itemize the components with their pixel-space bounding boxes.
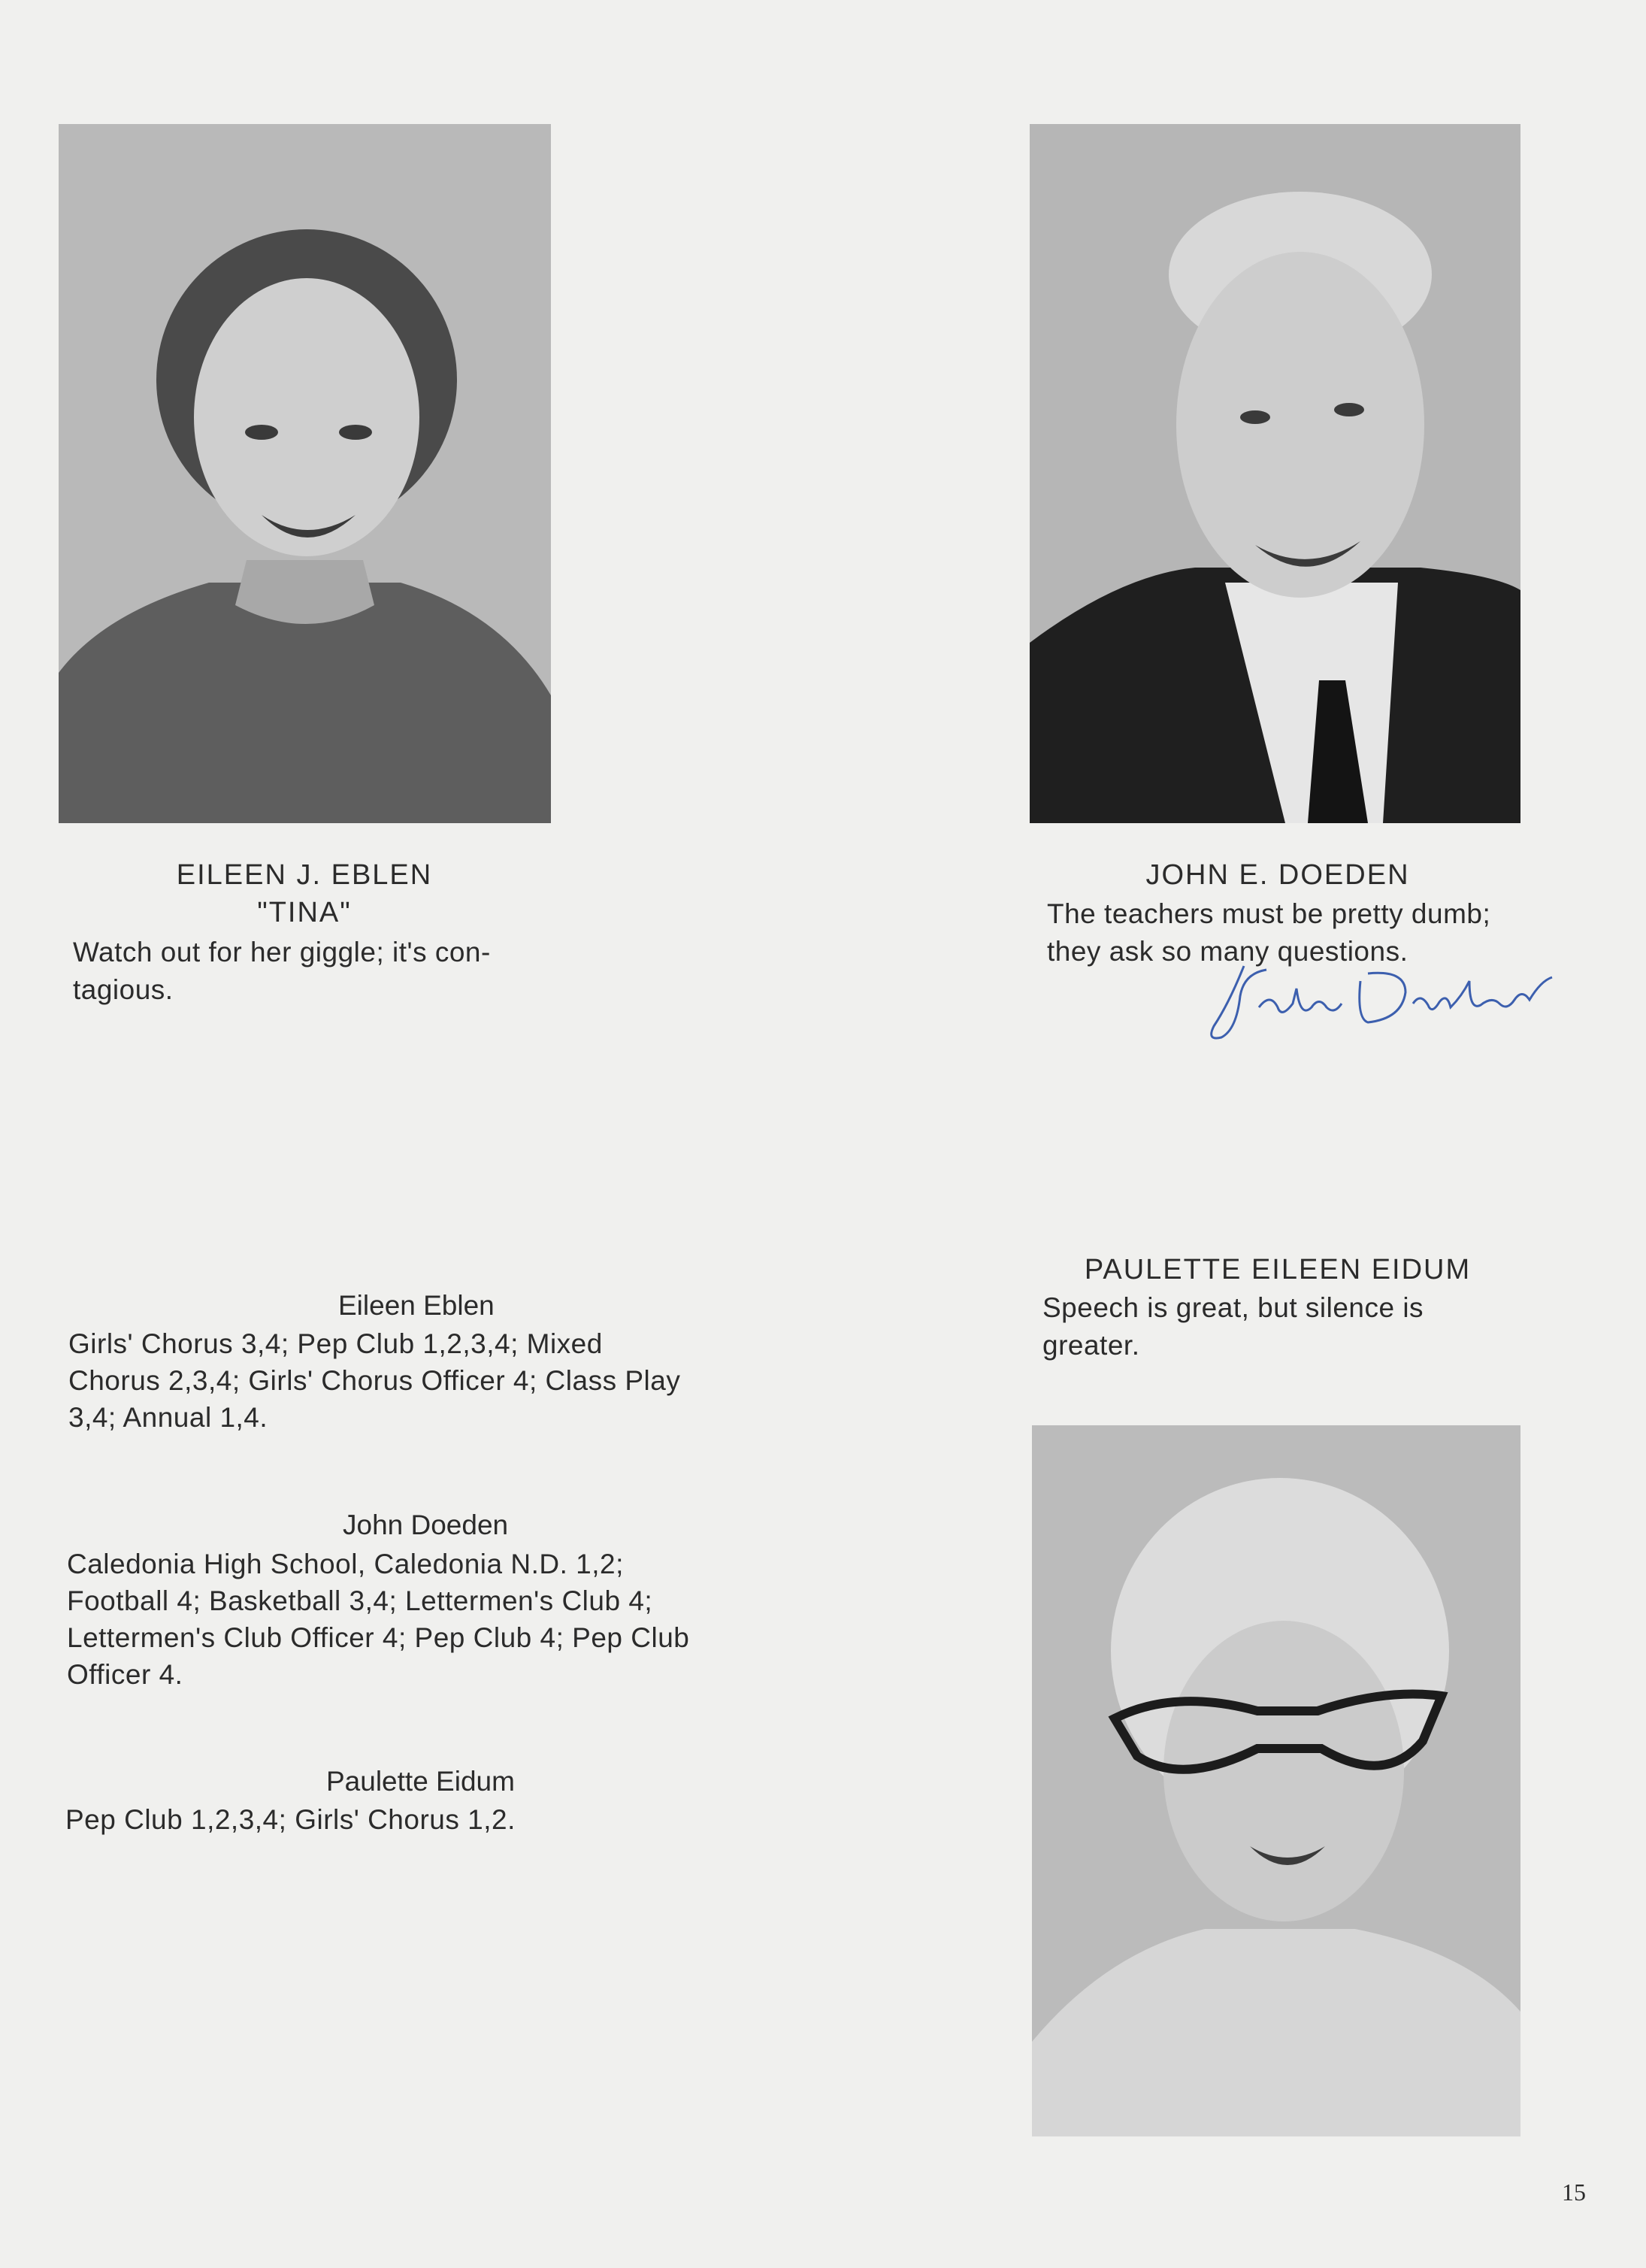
activities-line: Pep Club 1,2,3,4; Girls' Chorus 1,2.	[65, 1804, 516, 1835]
quote-line: Watch out for her giggle; it's con-	[73, 937, 491, 967]
activities-heading: John Doeden	[343, 1509, 509, 1540]
portrait-john-doeden	[1030, 124, 1520, 823]
student-name: EILEEN J. EBLEN	[176, 859, 433, 891]
quote-line: Speech is great, but silence is	[1042, 1292, 1424, 1323]
handwritten-signature	[1199, 936, 1556, 1049]
activities-line: 3,4; Annual 1,4.	[68, 1402, 268, 1433]
activities-line: Lettermen's Club Officer 4; Pep Club 4; Pep Club	[67, 1622, 690, 1653]
activities-line: Football 4; Basketball 3,4; Lettermen's Club 4;	[67, 1585, 653, 1616]
activities-list	[65, 1801, 516, 1838]
portrait-eileen-eblen	[59, 124, 551, 823]
portrait-paulette-eidum	[1032, 1425, 1520, 2136]
page-number: 15	[1562, 2179, 1586, 2206]
activities-line: Chorus 2,3,4; Girls' Chorus Officer 4; Class Play	[68, 1365, 681, 1396]
activities-line: Officer 4.	[67, 1659, 183, 1690]
quote-line: greater.	[1042, 1330, 1140, 1361]
quote-line: The teachers must be pretty dumb;	[1047, 898, 1491, 929]
activities-line: Girls' Chorus 3,4; Pep Club 1,2,3,4; Mixed	[68, 1328, 603, 1359]
student-name: PAULETTE EILEEN EIDUM	[1084, 1254, 1472, 1285]
student-name: JOHN E. DOEDEN	[1145, 859, 1410, 891]
quote-line: they ask so many questions.	[1047, 936, 1408, 967]
student-nickname: "TINA"	[257, 897, 352, 928]
activities-list	[68, 1325, 680, 1436]
student-quote	[1042, 1289, 1424, 1364]
activities-heading: Eileen Eblen	[338, 1290, 495, 1321]
quote-line: tagious.	[73, 974, 174, 1005]
activities-list	[67, 1546, 689, 1693]
activities-heading: Paulette Eidum	[326, 1766, 515, 1797]
activities-line: Caledonia High School, Caledonia N.D. 1,2;	[67, 1549, 624, 1579]
student-quote	[73, 934, 491, 1009]
